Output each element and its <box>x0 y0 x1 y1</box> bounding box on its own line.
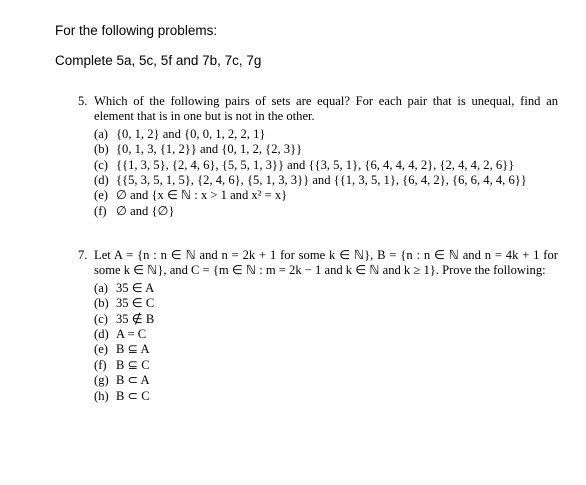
part-tag: (f) <box>94 357 107 372</box>
part-text: ∅ and {∅} <box>116 203 175 218</box>
problem-7-part-h <box>94 389 558 404</box>
problem-7-number: 7. <box>78 248 88 262</box>
part-text: B ⊆ C <box>116 357 150 372</box>
part-text: A = C <box>116 327 147 342</box>
problem-7-part-f <box>94 358 558 373</box>
problem-7-stem <box>78 248 558 279</box>
problem-7-parts <box>94 281 558 404</box>
problem-5-part-d <box>94 173 558 188</box>
part-tag: (f) <box>94 203 107 218</box>
problem-7 <box>78 248 558 404</box>
part-tag: (h) <box>94 388 109 403</box>
part-tag: (c) <box>94 157 108 172</box>
part-text: {{1, 3, 5}, {2, 4, 6}, {5, 5, 1, 3}} and {{3, 5, 1}, {6, 4, 4, 4, 2}, {2, 4, 4, 2, 6}} <box>116 157 515 172</box>
part-text: {0, 1, 3, {1, 2}} and {0, 1, 2, {2, 3}} <box>116 142 303 157</box>
part-text: ∅ and {x ∈ ℕ : x > 1 and x² = x} <box>116 188 288 203</box>
part-text: B ⊂ A <box>116 373 150 388</box>
problem-7-part-e <box>94 342 558 357</box>
problem-7-part-d <box>94 327 558 342</box>
part-text: 35 ∉ B <box>116 311 155 326</box>
problem-5-text: Which of the following pairs of sets are equal? For each pair that is unequal, find an element that is in one but is not in the other. <box>94 94 558 124</box>
part-tag: (a) <box>94 280 108 295</box>
problem-7-part-b <box>94 296 558 311</box>
assigned-problems-line: Complete 5a, 5c, 5f and 7b, 7c, 7g <box>55 53 262 68</box>
part-tag: (c) <box>94 311 108 326</box>
part-tag: (g) <box>94 373 109 388</box>
part-text: 35 ∈ A <box>116 280 155 295</box>
problem-7-part-g <box>94 373 558 388</box>
problem-5-part-f <box>94 204 558 219</box>
problem-5-parts <box>94 127 558 219</box>
part-tag: (e) <box>94 342 108 357</box>
problem-5-part-e <box>94 188 558 203</box>
part-text: B ⊂ C <box>116 388 150 403</box>
problem-7-part-c <box>94 312 558 327</box>
part-text: {{5, 3, 5, 1, 5}, {2, 4, 6}, {5, 1, 3, 3}} and {{1, 3, 5, 1}, {6, 4, 2}, {6, 6, 4, 4, 6}} <box>116 173 527 188</box>
instructions-heading: For the following problems: <box>55 23 218 38</box>
part-text: 35 ∈ C <box>116 296 155 311</box>
part-tag: (e) <box>94 188 108 203</box>
problem-7-text: Let A = {n : n ∈ ℕ and n = 2k + 1 for some k ∈ ℕ}, B = {n : n ∈ ℕ and n = 4k + 1 for some k ∈ ℕ}, and C = {m ∈ ℕ : m = 2k − 1 and k ∈ ℕ and k ≥ 1}. Prove the following: <box>94 248 558 278</box>
part-tag: (d) <box>94 327 109 342</box>
part-text: B ⊆ A <box>116 342 150 357</box>
part-tag: (b) <box>94 296 109 311</box>
part-tag: (d) <box>94 173 109 188</box>
problem-5-stem <box>78 94 558 125</box>
problem-5-part-a <box>94 127 558 142</box>
problem-7-part-a <box>94 281 558 296</box>
problem-5-part-c <box>94 158 558 173</box>
problem-5-number: 5. <box>78 94 88 108</box>
problem-5-part-b <box>94 142 558 157</box>
part-text: {0, 1, 2} and {0, 0, 1, 2, 2, 1} <box>116 126 266 141</box>
part-tag: (b) <box>94 142 109 157</box>
problem-5 <box>78 94 558 219</box>
part-tag: (a) <box>94 126 108 141</box>
